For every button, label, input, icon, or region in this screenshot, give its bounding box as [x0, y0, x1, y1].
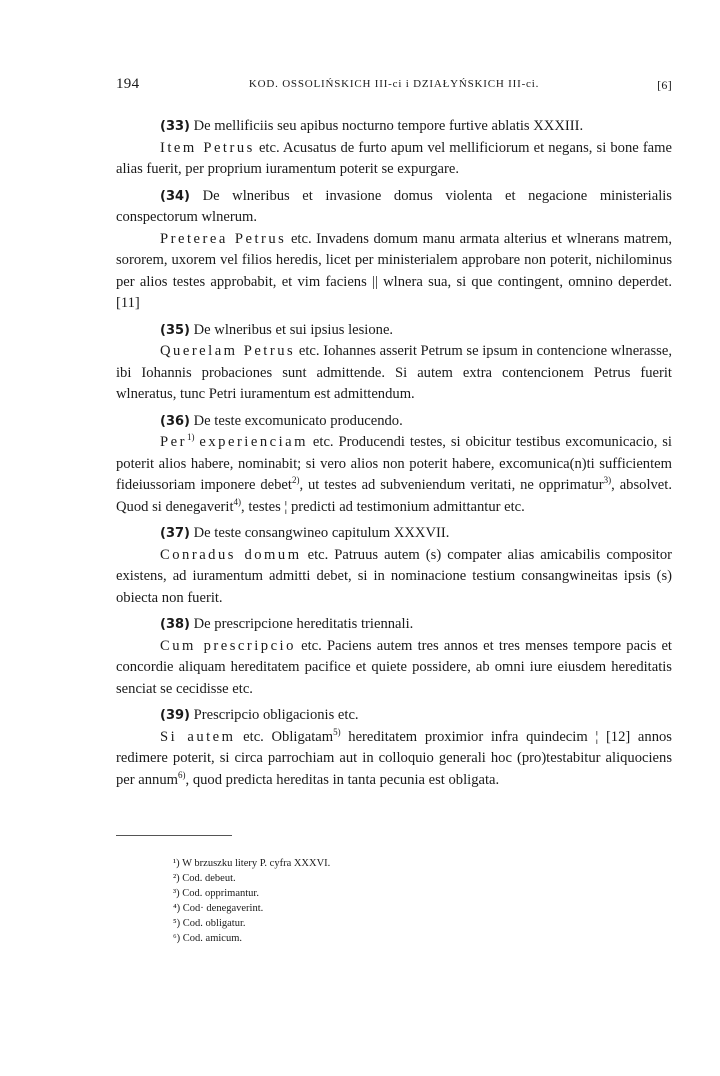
footnote: ²) Cod. debeut. [173, 873, 236, 884]
section-heading: (34) De wlneribus et invasione domus violenta et negacione ministerialis conspectorum wlnerum. [116, 187, 672, 225]
section-heading: (37) De teste consangwineo capitulum XXXVII. [160, 525, 450, 541]
page-number: 194 [116, 76, 140, 92]
page [116, 74, 672, 946]
section-heading: (39) Prescripcio obligacionis etc. [160, 707, 359, 723]
footnote: ⁶) Cod. amicum. [173, 933, 242, 944]
page-header [116, 74, 672, 96]
section-heading: (38) De prescripcione hereditatis triennali. [160, 616, 414, 632]
section-heading: (33) De mellificiis seu apibus nocturno tempore furtive ablatis XXXIII. [160, 118, 584, 134]
footnote: ¹) W brzuszku litery P. cyfra XXXVI. [173, 858, 331, 869]
running-title: KOD. OSSOLIŃSKICH III-ci i DZIAŁYŃSKICH III-ci. [248, 78, 540, 90]
footnote: ⁵) Cod. obligatur. [173, 918, 246, 929]
footnote: ³) Cod. opprimantur. [173, 888, 259, 899]
footnote-divider [116, 835, 232, 836]
main-text [116, 116, 672, 791]
section-heading: (36) De teste excomunicato producendo. [160, 412, 403, 429]
footnote-ref: 6) [178, 769, 186, 780]
section-paragraph: Conradus domum etc. Patruus autem (s) compater alias amicabilis compositor existens, ad iuramentum admitti debet, si in nominacione testium consangwineitas ipsis (s) obiecta non fuerit. [116, 546, 672, 606]
footnote-ref: 3) [603, 475, 612, 486]
footnote: ⁴) Cod· denegaverint. [173, 903, 264, 914]
section-paragraph: Querelam Petrus etc. Iohannes asserit Petrum se ipsum in contencione wlnerasse, ibi Iohannis probaciones sunt admittende. Si autem extra contencionem Petrus fuerit wlneratus, tunc Petri iuramentum est admittendum. [116, 343, 672, 402]
section-paragraph: Per$^{1)}$ experienciam etc. Producendi testes, si obicitur testibus excomunicacio, si poterit alios habere, nominabit; si vero alios non poterit habere, excomunica(n)ti sufficientem fideiussoriam imponere debet$^{2)}$, ut testes ad subveniendum veritati, ne opprimatur$^{3)}$, absolvet. Quod si denegaverit$^{4)}$, testes ¦ predicti ad testimonium admittantur etc. [116, 432, 672, 515]
footnotes [173, 856, 672, 946]
section-heading: (35) De wlneribus et sui ipsius lesione. [160, 321, 394, 338]
section-paragraph: Si autem etc. Obligatam$^{5)}$ hereditatem proximior infra quindecim ¦ [12] annos redimere poterit, si circa parrochiam aut in colloquio generali hoc (pro)testabitur aliquociens per annum$^{6)}$, quod predicta hereditas in tanta pecunia est obligata. [116, 726, 672, 788]
footnote-ref: 1) [186, 432, 195, 443]
footnote-ref: 5) [333, 726, 341, 737]
footnote-ref: 4) [233, 496, 242, 507]
section-paragraph: Preterea Petrus etc. Invadens domum manu armata alterius et wlnerans matrem, sororem, uxorem vel filios heredis, licet per ministerialem approbare non poterit, nichilominus per alios testes approbabit, et vim faciens || wlnera sua, si que contingent, omnino deperdet. [11] [116, 230, 672, 311]
section-paragraph: Item Petrus etc. Acusatus de furto apum vel mellificiorum et negans, si bone fame alias fuerit, per proprium iuramentum poterit se expurgare. [116, 139, 672, 177]
section-paragraph: Cum prescripcio etc. Paciens autem tres annos et tres menses tempore pacis et concordie aliquam hereditatem pacifice et quiete possidere, ab omni iure eiusdem hereditatis senciat se cecidisse etc. [116, 637, 672, 697]
page-signature: [6] [657, 78, 672, 92]
footnote-ref: 2) [291, 475, 300, 486]
